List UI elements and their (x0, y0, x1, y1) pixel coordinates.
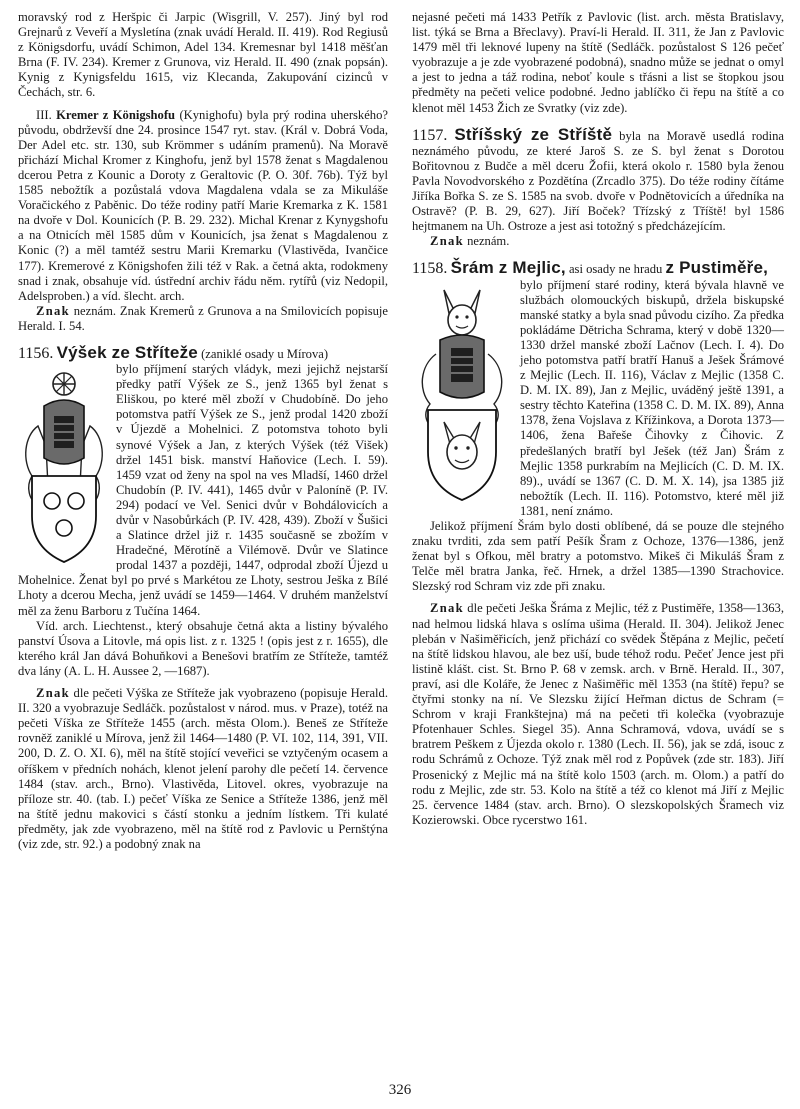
entry-1158-znak-text: dle pečeti Ješka Šráma z Mejlic, též z Pustiměře, 1358—1363, nad helmou lidská hlava s oslíma ušima (Herald. II. 304). Jelikož Jenec plebán v Našiměřicích, jenž přichází co svědek Štěpána z Mejlic, pečetí na štítě lidskou hlavou, ale bez uší, bude téhož rodu. Pečeť Jence jest při listině klášt. cist. St. Brno P. 68 v zemsk. arch. v Brně. Herald. II., 307, praví, asi dle Koláře, že Jenec z Našiměřic měl 1353 (na štítě) řepu? se čtyřmi stonky na ní. Ve Slezsku žijící Heřman dictus de Schram (= Schrom v kraji Frankštejna) má na pečeti tři kolečka (vyobrazuje Pfotenhauer Schles. Siegel 35). Anna Schramová, vdova, uvádí se s bratrem Peškem z Újezda okolo r. 1380 (Lech. II. 56), jak se zdá, isouc z rodu Schrámů z Ochoze. Týž znak měl rod z Popůvek (zde str. 183). Jiří Prosenický z Mejlic má na štítě kolo 1503 (arch. m. Olom.) a patří do rodu z Mejlic, zde str. 53. Kolo na štítě a též co klenot má Jiří z Mejlic 25. července 1484 (stav. arch. Brno). O slezskopolských Šramech viz Kozierowski. Obce rycerstwo 161. (412, 601, 784, 827)
kremer3-name: Kremer z Königshofu (56, 107, 176, 122)
entry-1158-heading (412, 260, 784, 277)
entry-1158-znak-label: Znak (430, 601, 464, 616)
entry-1158-name: Šrám z Mejlic, (450, 258, 566, 278)
coat-of-arms-vysek-image (18, 366, 110, 566)
entry-1157-paragraph (412, 124, 784, 235)
continued-paragraph: nejasné pečeti má 1433 Petřík z Pavlovic (list. arch. města Bratislavy, list. týká se Brna a Břeclavy). Praví-li Herald. II. 311, že Jan z Pavlovic 1479 měl tři leknové lupeny na štítě (Sedláčk. pozůstalost S 126 pečeť vyobrazuje a je zde vyobrazené podobná), snadno může se jednat o omyl a jest to jedna a táž rodina, neboť koule s třásni a list se štopkou jsou předměty na pečeti velice podobné. Jedno jablíčko či řepu na štítě a co klenot měl 1453 Žich ze Svratky (viz zde). (412, 10, 784, 115)
entry-1156-znak-paragraph (18, 686, 388, 852)
kremer3-znak-paragraph (18, 304, 388, 334)
kremer3-znak-label: Znak (36, 303, 70, 318)
entry-1158-number: 1158. (412, 260, 448, 278)
entry-1156-heading (18, 342, 388, 362)
left-column (18, 10, 388, 852)
entry-1158-place: z Pustiměře, (665, 258, 769, 278)
page-number: 326 (388, 1082, 412, 1098)
entry-1156-vid-paragraph: Víd. arch. Liechtenst., který obsahuje četná akta a listiny bývalého panství Úsova a Litovle, má opis list. z r. 1325 ! (opis jest z r. 1655), dle kterého král Jan dává Bohuňkovi a Benešovi bratřím ze Stříteže, tamtéž dva lány (A. L. H. Aussee 2, —1687). (18, 618, 388, 678)
entry-1156-place: (zaniklé osady u Mírova) (201, 346, 329, 361)
entry-1156-number: 1156. (18, 344, 54, 362)
kremer3-znak-text: neznám. Znak Kremerů z Grunova a na Smilovicích popisuje Herald. I. 54. (18, 303, 388, 333)
entry-1157-number: 1157. (412, 126, 448, 144)
coat-of-arms-sram-image (410, 284, 514, 504)
entry-1156-name: Výšek ze Stříteže (56, 342, 198, 362)
kremer-tail-paragraph: moravský rod z Heršpic či Jarpic (Wisgrill, V. 257). Jiný byl rod Grejnarů z Veveří a Mysletína (znak uvádí Herald. II. 419). Rod Regiusů z Königsdorfu, uvádí Schimon, Adel 134. Kremesnar byl 1418 měšťan Brna (F. IV. 234). Kremer z Grunova, viz Herald. II. 490 (znak popsán). Kynig z Kynigsfeldu 1615, viz Klecanda, Zakupování cizinců v Čechách, str. 6. (18, 10, 388, 100)
entry-1158-znak-paragraph (412, 601, 784, 827)
entry-1158-mid: asi osady ne hradu (568, 262, 663, 277)
entry-1156-znak-text: dle pečeti Výška ze Stříteže jak vyobrazeno (popisuje Herald. II. 320 a vyobrazuje Sedláčk. pozůstalost v národ. mus. v Praze), totéž na pečeti Víška ze Stříteže 1455 (arch. města Olom.). Beneš ze Stříteže rovněž zaniklé u Mírova, jenž žil 1464—1480 (P. VI. 102, 114, 391, VII. 200, D. Z. O. XI. 6), měl na štítě stojící veveřici se vztyčeným ocasem a oříškem v předních nohách, klenot jelení parohy dle pečetí 14. července 1484 (stav. arch., Brno). Vlastivěda, Litovel. okres, vyobrazuje na příloze str. 40. (tab. I.) pečeť Víška ze Senice a Stříteže 1386, jenž měl na štítě jednu makovici s částí stonku a jedním lístkem. Tři kulaté předměty, jak zde vyobrazeno, měl na štítě rod z Pavlovic u Pernštýna (viz zde, str. 92.) a podobný znak na (18, 686, 388, 851)
kremer3-paragraph (18, 108, 388, 304)
entry-1157-znak-text: neznám. (467, 234, 510, 249)
right-column (412, 10, 784, 828)
entry-1157-name: Stříšský ze Stříště (454, 124, 613, 144)
entry-1158-second-paragraph: Jelikož příjmení Šrám bylo dosti oblíbené, dá se pouze dle stejného znaku tvrditi, zda sem patří Pešík Šram z Ochoze, 1376—1386, jenž ženat byl s Ofkou, měl bratry a potomstvo. Mikeš či Mikuláš Šram z Telče měl bratra Janka, řeč. Hrnek, a držel 1385—1390 Strachovice. Slezský rod Schram viz zde při znaku. (412, 519, 784, 594)
entry-1157-text: byla na Moravě usedlá rodina neznámého původu, ze které Jaroš S. ze S. byl ženat s Dorotou Bořitovnou z Budče a měl dceru Žofii, která okolo r. 1580 byla ženou Pavla Novodvorského z Pozdětína (Zrcadlo 375). Do téže rodiny čítáme Jiříka Bořka S. ze S. 1585 na svob. dvoře v Podnětovicích a úředníka na Ostravě? (P. B. 29, 627). Jiří Boček? Třízský z Tříště! byl 1586 hejtmanem na Uh. Ostroze a jest asi totožný s předcházejícím. (412, 128, 784, 234)
entry-1158-text: bylo příjmení staré rodiny, která bývala hlavně ve službách olomouckých biskupů, držela biskupské manské statky a byla snad původu cizího. Za předka pokládáme Dětricha Schrama, který v době 1320—1330 držel manské zboží Lačnov (Lech. I. 4). Do jeho potomstva patří bratří Hanuš a Ješek Šrámové z Mejlic (Lech. II. 116), Václav z Mejlic (1358 C. D. M. IX. 89), Jan z Mejlic, uváděný ještě 1391, a sestry těchto Kateřina (1358 C. D. M. IX. 89), Anna 1378, žena Vojslava z Křížinkova, a Dorota 1373—1406, žena Bařeše Čihovky z Čihovic. Z předešlaných bratří byl Ješek (též Jan) Šrám z Mejlic 1358 purkrabím na Mejlicích (C. D. M. IX. 89)., uvádí se 1367 (C. D. M. X. 14), jsa 1385 již nebožtík (Lech. II. 116). Potomstvo, které měl již 1381, není známo. (520, 277, 784, 518)
entry-1156-text: bylo příjmení starých vládyk, mezi jejichž nejstarší předky patří Výšek ze S., jenž 1365 byl ženat s Eliškou, po které měl zboží v Chudobíně. Do jeho potomstva patří Výšek ze S., jenž prodal 1420 zboží v Újezdě a Mohelnici. Z potomstva tohoto byli synové Výšek a Jan, z kterých Výšek (též Višek) držel 1451 bisk. manství Haňovice (Lech. I. 59). 1459 vzat od ženy na spol na ves Mladší, 1460 držel Chudobín (P. IV. 441), 1465 dvůr v Paloníně (P. IV. 294) podací ve Vel. Senici dvůr v Bohdálovicích a dvůr v Nasobůrkách (P. IV. 428, 439). Zboží v Šušici a Slatince držel již r. 1435 současně se zbožím v Hradečné, Měrotíně a Vilémově. Dvůr ve Slatince prodal 1437 a později, 1447, odprodal zboží Újezd u Mohelnice. Ženat byl po prvé s Markétou ze Lhoty, sestrou Ješka z Bílé Lhoty a dcerou Mecha, jenž uvádí se 1459—1464. V druhém manželství měl za ženu Barboru z Tučína 1464. (18, 362, 388, 618)
entry-1156-znak-label: Znak (36, 686, 70, 701)
kremer3-label: III. (36, 107, 52, 122)
entry-1156-body (18, 362, 388, 619)
entry-1158-body (412, 278, 784, 520)
kremer3-text: (Kynighofu) byla prý rodina uherského? původu, obdrževší dne 24. prosince 1547 ryt. stav. (Král v. Dobrá Voda, Der Adel etc. str. 130, sub Krömmer s udáním pramenů). Na Moravě přichází Michal Kromer z Kinghofu, jenž byl 1578 ženat s Magdalenou dcerou Petra z Kounic a Doroty z Geraltovic (P. O. 30f. 76b). Týž byl 1585 nebožtík a pozůstalá vdova Magdalena vdala se za Mikuláše Voračického z Paběnic. Do téže rodiny patří Marie Kremarka z K. 1581 na dvoře v Dol. Kounicích (P. B. 29. 232). Michal Krenar z Kynygshofu a na Otnicích měl 1585 dům v Kounicích, jsa ženat s Magdalenou z Konic (?) a měl tamtéž sestru Marii Kremarku (Vlastivěda, Ivančice 177). Kremerové z Königshofen žili též v Rak. a četná akta, rodokmeny snad i znak, obsahuje víd. ústřední archiv řádu něm. rytířů (viz Nedopil, Adelsproben.) a víd. šlecht. arch. (18, 107, 388, 303)
entry-1157-znak-paragraph (412, 234, 784, 249)
entry-1157-znak-label: Znak (430, 234, 464, 249)
